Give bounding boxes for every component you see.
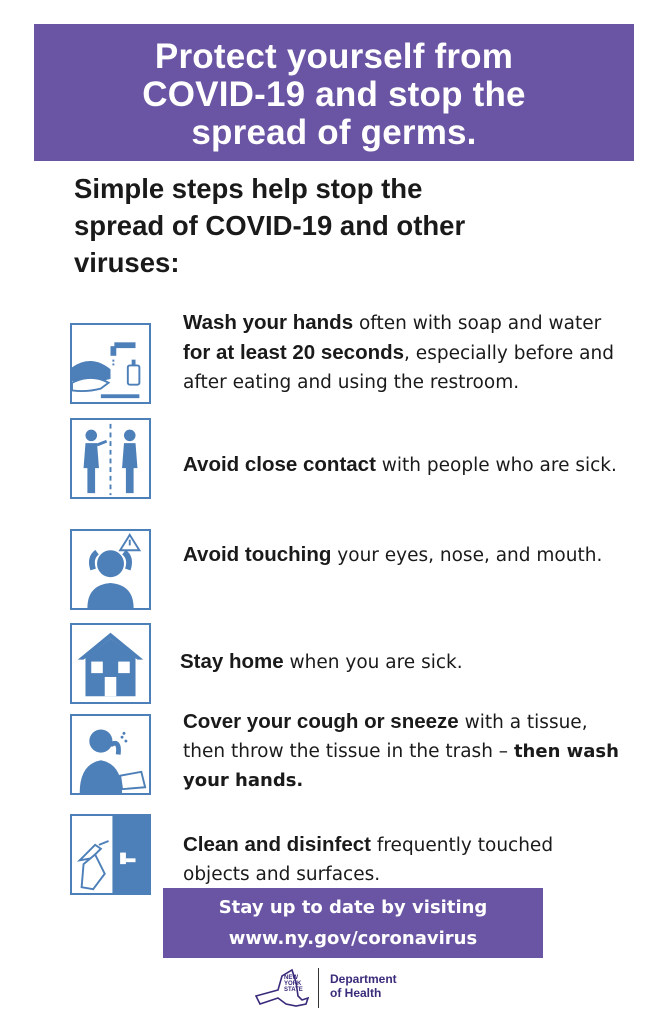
subheading-line-3: viruses: bbox=[74, 247, 180, 278]
subheading bbox=[74, 170, 594, 281]
step-stay-home bbox=[180, 647, 620, 677]
step-5-bold-1: Cover your cough or sneeze bbox=[183, 710, 459, 733]
step-wash-hands bbox=[183, 308, 623, 397]
step-6-bold-1: Clean and disinfect bbox=[183, 833, 371, 856]
step-1-bold-2: for at least 20 seconds bbox=[183, 341, 405, 364]
step-2-bold-1: Avoid close contact bbox=[183, 453, 376, 476]
coronavirus-website-link[interactable]: www.ny.gov/coronavirus bbox=[228, 928, 478, 949]
dept-line-2: of Health bbox=[330, 986, 382, 1000]
face-touch-icon bbox=[70, 529, 151, 610]
subheading-line-2: spread of COVID-19 and other bbox=[74, 210, 466, 241]
nys-doh-logo bbox=[252, 966, 412, 1012]
step-1-text-1: often with soap and water bbox=[353, 313, 602, 334]
subheading-line-1: Simple steps help stop the bbox=[74, 173, 423, 204]
title-line-2: COVID-19 and stop the bbox=[142, 75, 526, 114]
step-3-text-1: your eyes, nose, and mouth. bbox=[331, 545, 603, 566]
step-6-text-1: frequently touched objects and surfaces. bbox=[183, 835, 554, 885]
title-line-3: spread of germs. bbox=[191, 113, 477, 152]
step-5-text-1: with a tissue, then throw the tissue in the trash – bbox=[183, 712, 588, 762]
step-1-text-2: , especially before and after eating and using the restroom. bbox=[183, 343, 614, 393]
logo-state-line-3: STATE bbox=[284, 987, 303, 993]
hand-washing-icon bbox=[70, 323, 151, 404]
cta-line-1: Stay up to date by visiting bbox=[218, 897, 488, 918]
distance-icon bbox=[70, 418, 151, 499]
step-4-text-1: when you are sick. bbox=[283, 652, 463, 673]
disinfect-icon bbox=[70, 814, 151, 895]
stay-updated-banner bbox=[163, 888, 543, 958]
step-clean-disinfect bbox=[183, 830, 623, 889]
cough-icon bbox=[70, 714, 151, 795]
step-cover-cough bbox=[183, 707, 623, 795]
title-banner bbox=[34, 24, 634, 161]
logo-state-line-2: YORK bbox=[284, 981, 302, 987]
department-name bbox=[330, 972, 397, 1000]
title-line-1: Protect yourself from bbox=[154, 37, 514, 76]
step-2-text-1: with people who are sick. bbox=[375, 455, 617, 476]
logo-state-line-1: NEW bbox=[284, 975, 298, 981]
step-1-bold-1: Wash your hands bbox=[183, 311, 354, 334]
step-avoid-touching bbox=[183, 540, 623, 570]
step-3-bold-1: Avoid touching bbox=[183, 543, 332, 566]
step-4-bold-1: Stay home bbox=[180, 650, 284, 673]
dept-line-1: Department bbox=[330, 972, 397, 986]
home-icon bbox=[70, 623, 151, 704]
logo-divider bbox=[318, 968, 319, 1008]
step-5-bold-2: then wash your hands. bbox=[183, 741, 619, 791]
step-avoid-contact bbox=[183, 450, 623, 480]
new-york-state-outline-icon bbox=[252, 966, 314, 1012]
